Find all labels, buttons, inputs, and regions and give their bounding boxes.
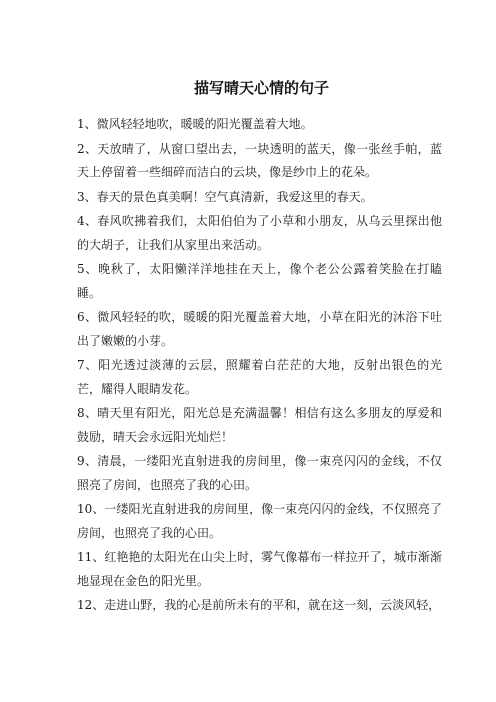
list-item: 7、阳光透过淡薄的云层，照耀着白茫茫的大地，反射出银色的光芒，耀得人眼睛发花。 [77, 358, 442, 396]
document-title: 描写晴天心情的句子 [193, 79, 329, 97]
list-item: 11、红艳艳的太阳光在山尖上时，雾气像幕布一样拉开了，城市渐渐地显现在金色的阳光里。 [77, 550, 442, 588]
list-item: 6、微风轻轻的吹，暖暖的阳光覆盖着大地，小草在阳光的沐浴下吐出了嫩嫩的小芽。 [77, 310, 442, 348]
sentence-list [77, 113, 442, 618]
list-item: 10、一缕阳光直射进我的房间里，像一束亮闪闪的金线，不仅照亮了房间，也照亮了我的心田。 [77, 502, 442, 540]
list-item: 9、清晨，一缕阳光直射进我的房间里，像一束亮闪闪的金线，不仅照亮了房间，也照亮了我的心田。 [77, 454, 442, 492]
list-item: 2、天放晴了，从窗口望出去，一块透明的蓝天，像一张丝手帕，蓝天上停留着一些细碎而洁白的云块，像是纱巾上的花朵。 [77, 141, 442, 179]
list-item: 4、春风吹拂着我们，太阳伯伯为了小草和小朋友，从乌云里探出他的大胡子，让我们从家里出来活动。 [77, 214, 442, 252]
list-item: 5、晚秋了，太阳懒洋洋地挂在天上，像个老公公露着笑脸在打瞌睡。 [77, 262, 442, 300]
list-item: 3、春天的景色真美啊！空气真清新，我爱这里的春天。 [77, 189, 373, 204]
list-item: 12、走进山野，我的心是前所未有的平和，就在这一刻，云淡风轻， [77, 598, 441, 612]
list-item: 1、微风轻轻地吹，暖暖的阳光覆盖着大地。 [77, 117, 313, 131]
list-item: 8、晴天里有阳光，阳光总是充满温馨！相信有这么多朋友的厚爱和鼓励，晴天会永远阳光灿烂！ [77, 406, 442, 444]
